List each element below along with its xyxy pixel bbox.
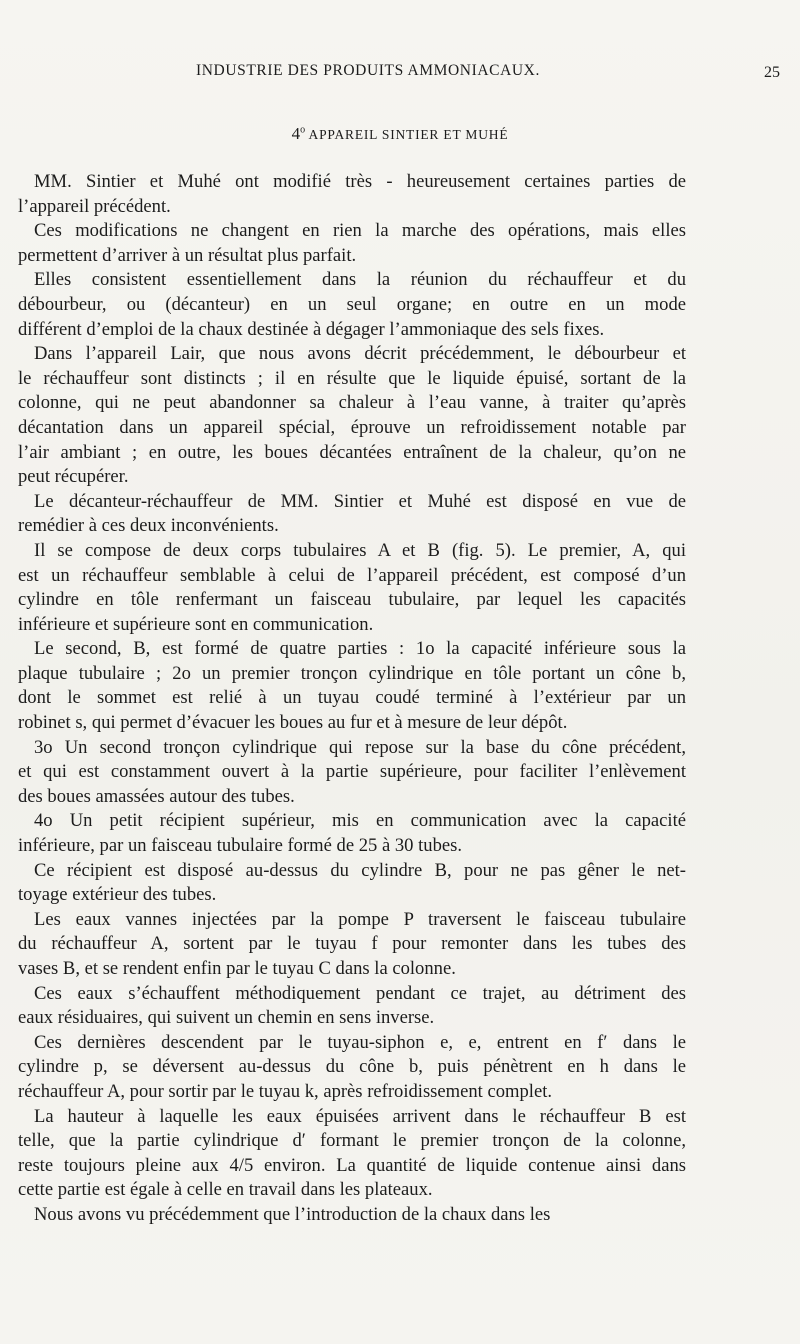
paragraph — [18, 736, 686, 810]
paragraph — [18, 539, 686, 637]
text-line: inférieure et supérieure sont en communication. — [18, 613, 374, 635]
text-line: plaque tubulaire ; 2o un premier tronçon cylindrique en tôle portant un cône b, — [18, 662, 686, 684]
text-line: Ce récipient est disposé au-dessus du cylindre B, pour ne pas gêner le net- — [34, 859, 686, 881]
section-ordinal — [292, 124, 306, 143]
page-number: 25 — [764, 64, 780, 81]
text-line: et qui est constamment ouvert à la partie supérieure, pour faciliter l’enlèvement — [18, 761, 686, 783]
text-line: cylindre en tôle renfermant un faisceau tubulaire, par lequel les capacités — [18, 589, 686, 611]
text-line: l’air ambiant ; en outre, les boues décantées entraînent de la chaleur, qu’on ne — [18, 441, 686, 463]
text-line: toyage extérieur des tubes. — [18, 884, 217, 906]
text-line: Ces dernières descendent par le tuyau-siphon e, e, entrent en f′ dans le — [34, 1031, 686, 1053]
text-line: Dans l’appareil Lair, que nous avons décrit précédemment, le débourbeur et — [34, 343, 686, 365]
text-line: inférieure, par un faisceau tubulaire formé de 25 à 30 tubes. — [18, 835, 462, 857]
running-title: INDUSTRIE DES PRODUITS AMMONIACAUX. — [196, 62, 540, 79]
text-line: eaux résiduaires, qui suivent un chemin en sens inverse. — [18, 1007, 435, 1029]
text-line: telle, que la partie cylindrique d′ formant le premier tronçon de la colonne, — [18, 1130, 686, 1152]
text-line: du réchauffeur A, sortent par le tuyau f pour remonter dans les tubes des — [18, 933, 686, 955]
text-line: dont le sommet est relié à un tuyau coudé terminé à l’extérieur par un — [18, 687, 686, 709]
text-line: le réchauffeur sont distincts ; il en résulte que le liquide épuisé, sortant de la — [18, 367, 686, 389]
paragraph — [18, 1203, 686, 1228]
text-line: Elles consistent essentiellement dans la réunion du réchauffeur et du — [34, 269, 686, 291]
text-line: des boues amassées autour des tubes. — [18, 785, 295, 807]
paragraph — [18, 490, 686, 539]
text-line: cylindre p, se déversent au-dessus du cône b, puis pénètrent en h dans le — [18, 1056, 686, 1078]
body-text — [18, 170, 686, 1228]
text-line: vases B, et se rendent enfin par le tuyau C dans la colonne. — [18, 958, 456, 979]
text-line: l’appareil précédent. — [18, 195, 171, 217]
paragraph — [18, 268, 686, 342]
text-line: Le décanteur-réchauffeur de MM. Sintier et Muhé est disposé en vue de — [34, 490, 686, 512]
text-line: Les eaux vannes injectées par la pompe P traversent le faisceau tubulaire — [34, 908, 686, 930]
text-line: MM. Sintier et Muhé ont modifié très - heureusement certaines parties de — [34, 171, 686, 192]
text-line: Nous avons vu précédemment que l’introduction de la chaux dans les — [34, 1203, 551, 1225]
text-line: robinet s, qui permet d’évacuer les boues au fur et à mesure de leur dépôt. — [18, 712, 568, 734]
text-line: permettent d’arriver à un résultat plus parfait. — [18, 244, 357, 266]
text-line: Ces eaux s’échauffent méthodiquement pendant ce trajet, au détriment des — [34, 982, 686, 1004]
paragraph — [18, 859, 686, 908]
paragraph — [18, 1105, 686, 1203]
text-line: réchauffeur A, pour sortir par le tuyau k, après refroidissement complet. — [18, 1080, 553, 1102]
section-ordinal-number: 4 — [291, 124, 301, 143]
text-line: 4o Un petit récipient supérieur, mis en communication avec la capacité — [34, 810, 686, 832]
section-title: APPAREIL SINTIER ET MUHÉ — [308, 127, 509, 142]
text-line: 3o Un second tronçon cylindrique qui repose sur la base du cône précédent, — [34, 736, 686, 758]
text-line: peut récupérer. — [18, 466, 129, 488]
text-line: La hauteur à laquelle les eaux épuisées arrivent dans le réchauffeur B est — [34, 1105, 686, 1127]
text-line: Le second, B, est formé de quatre parties : 1o la capacité inférieure sous la — [34, 638, 686, 660]
paragraph — [18, 342, 686, 490]
text-line: cette partie est égale à celle en travail dans les plateaux. — [18, 1179, 433, 1201]
text-line: colonne, qui ne peut abandonner sa chaleur à l’eau vanne, à traiter qu’après — [18, 392, 686, 414]
text-line: différent d’emploi de la chaux destinée à dégager l’ammoniaque des sels fixes. — [18, 318, 605, 340]
paragraph — [18, 982, 686, 1031]
section-heading — [0, 124, 800, 144]
text-line: décantation dans un appareil spécial, éprouve un refroidissement notable par — [18, 416, 686, 438]
text-line: débourbeur, ou (décanteur) en un seul organe; en outre en un mode — [18, 293, 686, 315]
text-line: reste toujours pleine aux 4/5 environ. La quantité de liquide contenue ainsi dans — [18, 1154, 686, 1176]
paragraph — [18, 809, 686, 858]
paragraph — [18, 637, 686, 735]
paragraph — [18, 170, 686, 219]
text-line: Il se compose de deux corps tubulaires A et B (fig. 5). Le premier, A, qui — [34, 539, 686, 561]
text-line: est un réchauffeur semblable à celui de l’appareil précédent, est composé d’un — [18, 564, 686, 586]
paragraph — [18, 908, 686, 982]
section-ordinal-suffix: o — [300, 124, 306, 136]
text-line: remédier à ces deux inconvénients. — [18, 515, 279, 537]
text-line: Ces modifications ne changent en rien la marche des opérations, mais elles — [34, 220, 686, 242]
paragraph — [18, 1031, 686, 1105]
paragraph — [18, 219, 686, 268]
